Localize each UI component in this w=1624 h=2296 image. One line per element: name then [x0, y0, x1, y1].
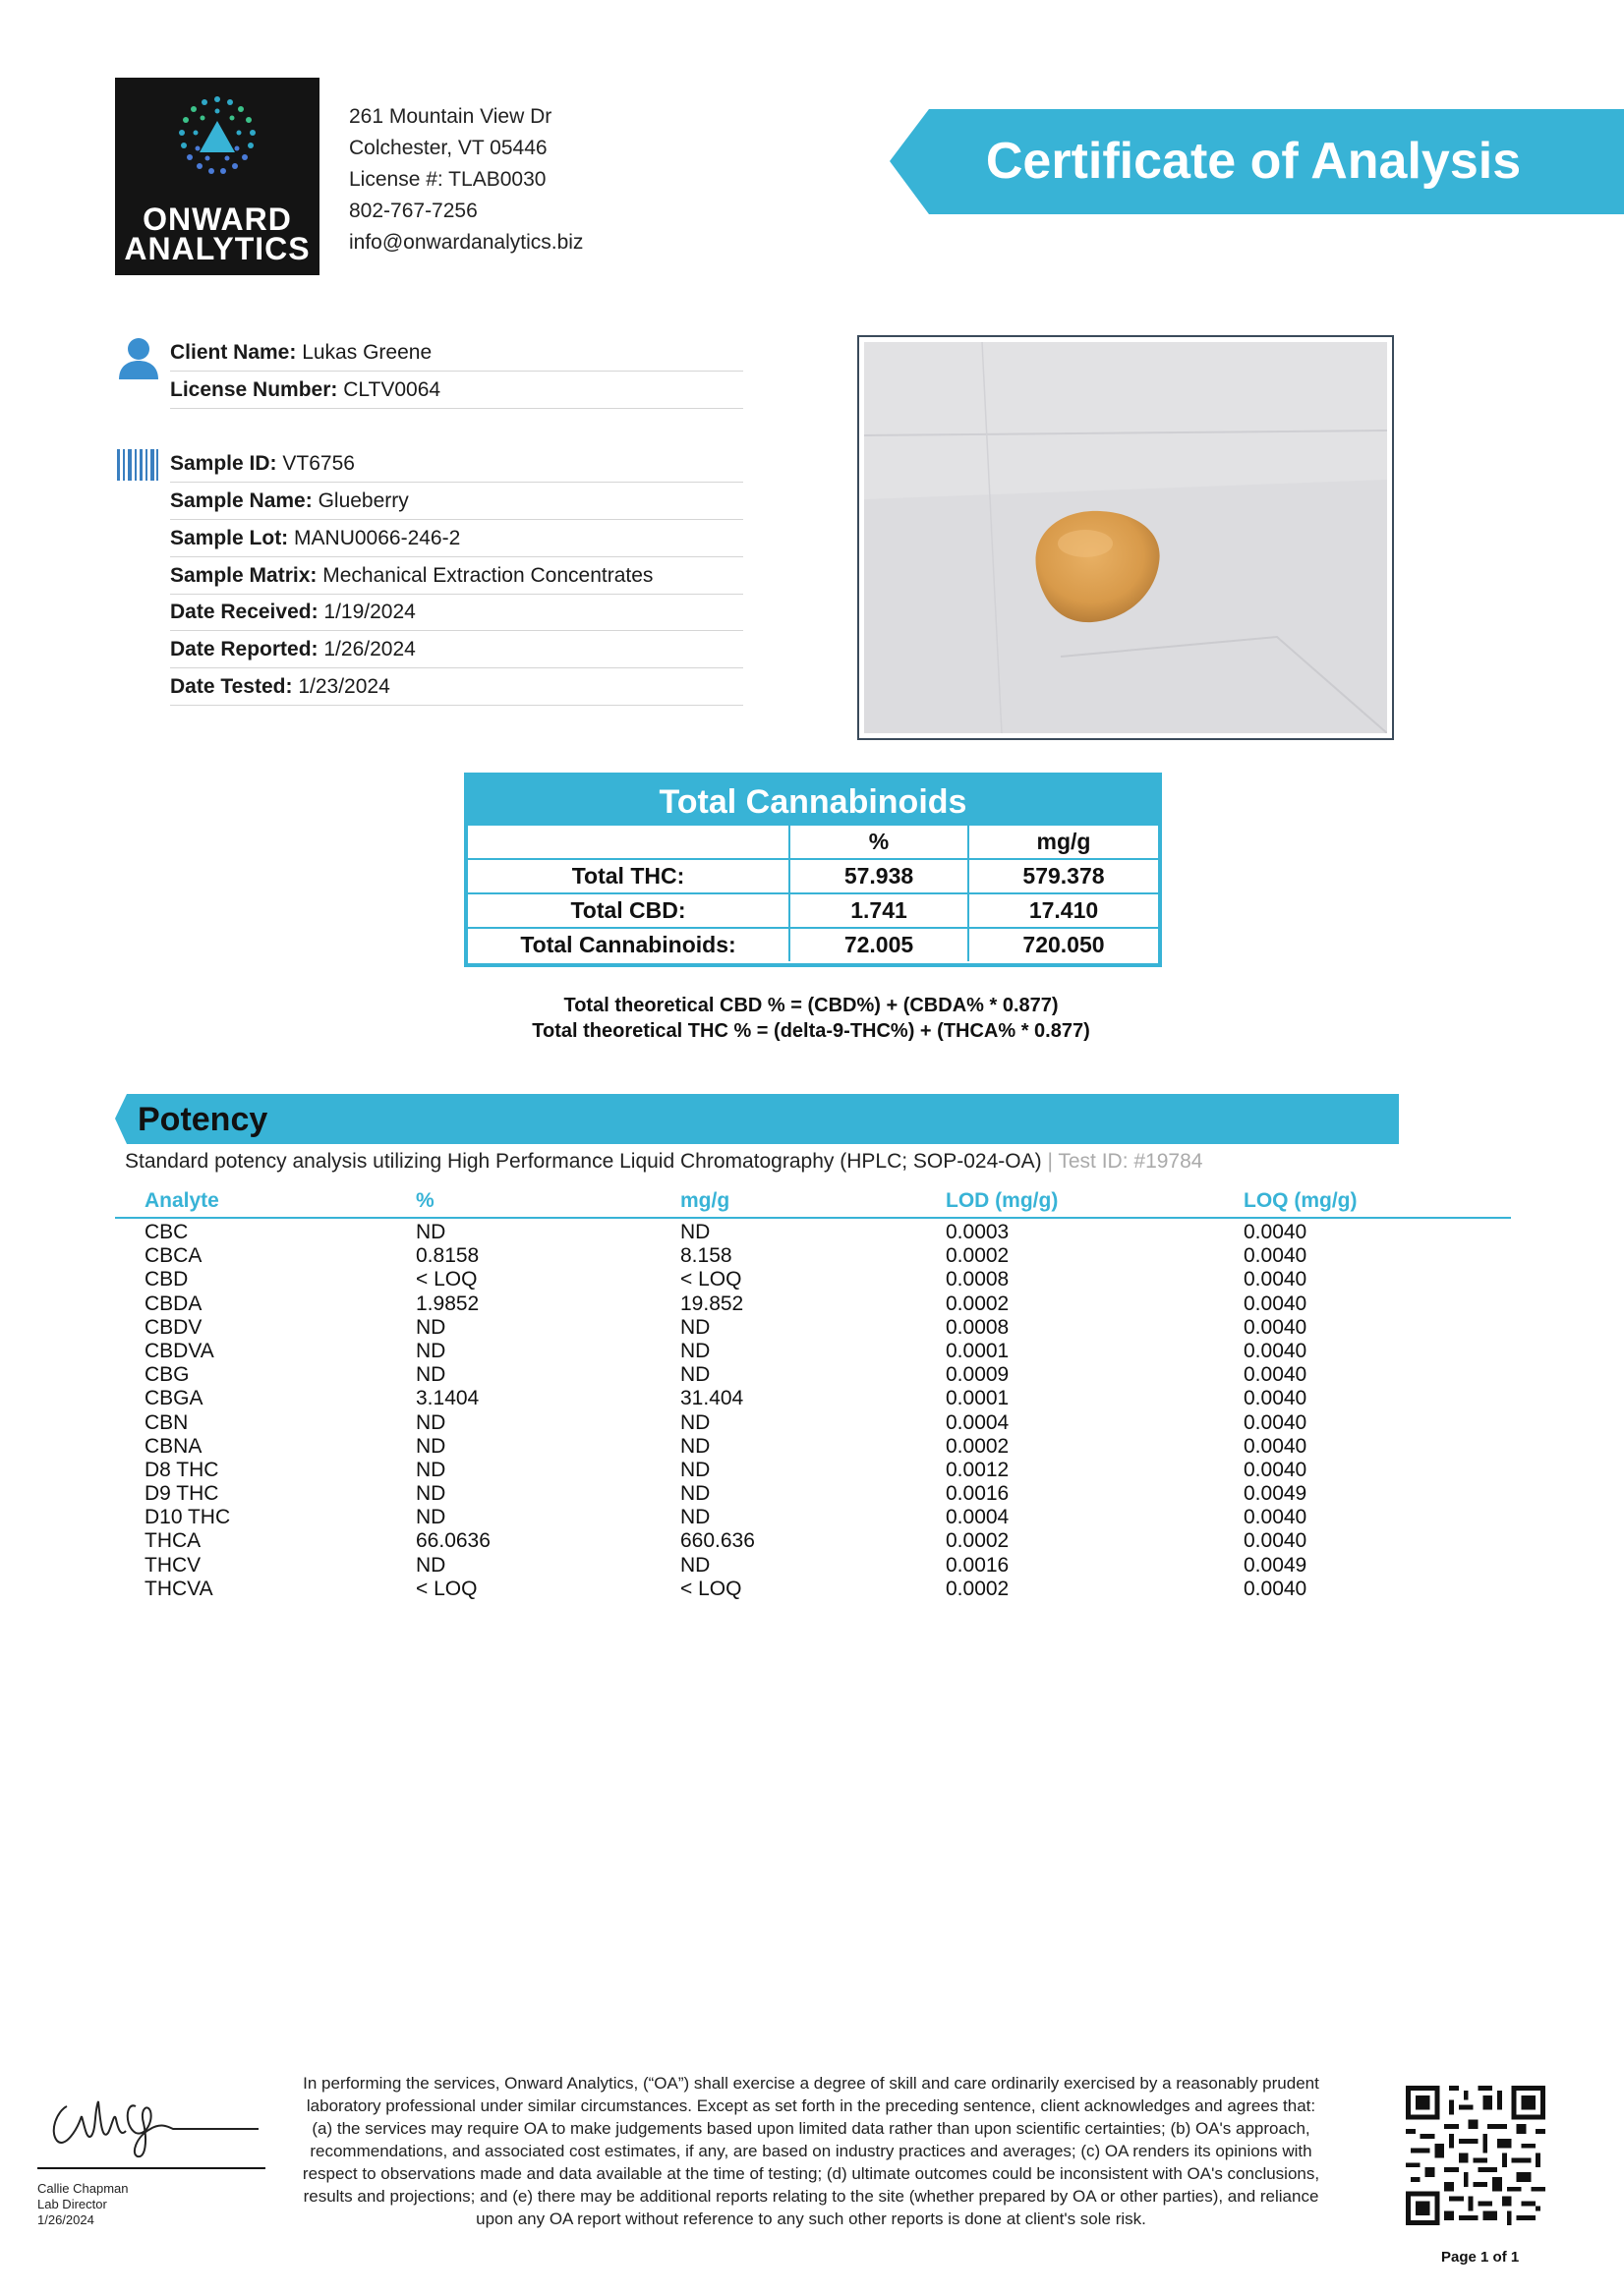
signatory-block	[37, 2181, 129, 2228]
analyte: D9 THC	[145, 1482, 219, 1506]
license-number-value: CLTV0064	[343, 378, 441, 401]
mg: ND	[680, 1458, 711, 1481]
table-row	[115, 1482, 1511, 1506]
col-mg: mg/g	[680, 1189, 730, 1212]
mg: ND	[680, 1482, 711, 1506]
lod: 0.0001	[946, 1387, 1010, 1410]
cbd-formula: Total theoretical CBD % = (CBD%) + (CBDA% * 0.877)	[563, 995, 1059, 1016]
table-row	[468, 928, 1158, 961]
mg: ND	[680, 1410, 711, 1434]
header-blank	[468, 826, 789, 859]
sample-name-row	[170, 483, 743, 520]
lod: 0.0016	[946, 1482, 1010, 1506]
page-number: Page 1 of 1	[1441, 2249, 1520, 2266]
col-pct: %	[416, 1189, 435, 1212]
lod: 0.0002	[946, 1244, 1010, 1268]
mg: 660.636	[680, 1529, 755, 1553]
formula-notes	[413, 993, 1209, 1044]
table-row	[115, 1459, 1511, 1482]
header-pct: %	[789, 826, 968, 859]
mg: 19.852	[680, 1292, 744, 1315]
certificate-title: Certificate of Analysis	[985, 133, 1522, 190]
row-pct: 57.938	[789, 859, 968, 893]
pct: ND	[416, 1458, 446, 1481]
row-label: Total Cannabinoids:	[468, 928, 789, 961]
date-reported-row	[170, 631, 743, 668]
mg: ND	[680, 1434, 711, 1458]
table-row	[115, 1435, 1511, 1459]
potency-section-header	[115, 1094, 1399, 1144]
loq: 0.0040	[1244, 1292, 1307, 1315]
pct: 3.1404	[416, 1387, 480, 1410]
mg: 8.158	[680, 1244, 732, 1268]
signatory-name: Callie Chapman	[37, 2181, 129, 2196]
analyte: CBDA	[145, 1292, 203, 1315]
pct: ND	[416, 1410, 446, 1434]
analyte: D8 THC	[145, 1458, 219, 1481]
lod: 0.0008	[946, 1315, 1010, 1339]
pct: < LOQ	[416, 1577, 478, 1600]
date-reported-value: 1/26/2024	[323, 638, 416, 660]
loq: 0.0040	[1244, 1244, 1307, 1268]
loq: 0.0040	[1244, 1221, 1307, 1243]
analyte: THCA	[145, 1529, 202, 1553]
sample-lot-row	[170, 520, 743, 557]
potency-table-header	[115, 1185, 1511, 1219]
table-row	[115, 1292, 1511, 1316]
lod: 0.0009	[946, 1363, 1010, 1387]
sample-id-label: Sample ID:	[170, 452, 277, 475]
lod: 0.0008	[946, 1268, 1010, 1292]
potency-description	[125, 1150, 1202, 1174]
pct: 66.0636	[416, 1529, 491, 1553]
signature-image	[37, 2072, 263, 2160]
col-analyte: Analyte	[145, 1189, 219, 1212]
total-cannabinoids-table	[464, 773, 1162, 967]
mg: ND	[680, 1315, 711, 1339]
table-row	[115, 1554, 1511, 1578]
analyte: CBDV	[145, 1315, 203, 1339]
table-row	[115, 1387, 1511, 1410]
pct: ND	[416, 1553, 446, 1577]
address-street: 261 Mountain View Dr	[349, 105, 552, 128]
address-email[interactable]: info@onwardanalytics.biz	[349, 231, 584, 254]
sample-matrix-label: Sample Matrix:	[170, 564, 318, 587]
pct: ND	[416, 1339, 446, 1362]
sample-matrix-value: Mechanical Extraction Concentrates	[322, 564, 654, 587]
logo-line-2: ANALYTICS	[124, 231, 311, 266]
row-mg: 720.050	[968, 928, 1158, 961]
sample-name-label: Sample Name:	[170, 489, 313, 512]
potency-title: Potency	[138, 1101, 268, 1138]
qr-code-icon[interactable]	[1406, 2086, 1545, 2225]
analyte: CBG	[145, 1363, 190, 1387]
sample-matrix-row	[170, 557, 743, 595]
row-label: Total CBD:	[468, 893, 789, 928]
potency-method: Standard potency analysis utilizing High Performance Liquid Chromatography (HPLC; SOP-024-OA)	[125, 1150, 1042, 1173]
lod: 0.0002	[946, 1292, 1010, 1315]
lod: 0.0016	[946, 1553, 1010, 1577]
sample-lot-label: Sample Lot:	[170, 527, 289, 549]
lab-logo	[115, 78, 319, 275]
row-label: Total THC:	[468, 859, 789, 893]
client-name-value: Lukas Greene	[302, 341, 433, 364]
sample-id-row	[170, 445, 743, 483]
table-row	[115, 1411, 1511, 1435]
test-id: | Test ID: #19784	[1047, 1150, 1203, 1173]
logo-dots-icon	[158, 93, 276, 201]
row-mg: 17.410	[968, 893, 1158, 928]
lod: 0.0012	[946, 1458, 1010, 1481]
license-number-label: License Number:	[170, 378, 338, 401]
lod: 0.0004	[946, 1410, 1010, 1434]
lod: 0.0002	[946, 1529, 1010, 1553]
analyte: CBCA	[145, 1244, 203, 1268]
lab-address	[349, 101, 583, 258]
loq: 0.0040	[1244, 1268, 1307, 1292]
sample-name-value: Glueberry	[318, 489, 409, 512]
lod: 0.0004	[946, 1506, 1010, 1529]
mg: < LOQ	[680, 1268, 742, 1292]
col-lod: LOD (mg/g)	[946, 1189, 1059, 1212]
signatory-title: Lab Director	[37, 2197, 107, 2211]
row-pct: 1.741	[789, 893, 968, 928]
date-tested-label: Date Tested:	[170, 675, 293, 698]
analyte: CBD	[145, 1268, 189, 1292]
potency-table-body	[115, 1221, 1511, 1601]
date-reported-label: Date Reported:	[170, 638, 319, 660]
loq: 0.0040	[1244, 1506, 1307, 1529]
table-row	[468, 859, 1158, 893]
date-received-value: 1/19/2024	[323, 601, 416, 623]
pct: 0.8158	[416, 1244, 480, 1268]
mg: ND	[680, 1506, 711, 1529]
license-number-row	[170, 372, 743, 409]
row-mg: 579.378	[968, 859, 1158, 893]
loq: 0.0040	[1244, 1315, 1307, 1339]
loq: 0.0040	[1244, 1363, 1307, 1387]
lod: 0.0003	[946, 1221, 1010, 1243]
pct: ND	[416, 1221, 446, 1243]
date-tested-row	[170, 668, 743, 706]
sample-photo	[857, 335, 1394, 740]
date-received-label: Date Received:	[170, 601, 319, 623]
total-cannabinoids-title: Total Cannabinoids	[468, 776, 1158, 826]
mg: ND	[680, 1339, 711, 1362]
loq: 0.0040	[1244, 1387, 1307, 1410]
address-phone: 802-767-7256	[349, 200, 478, 222]
analyte: CBGA	[145, 1387, 203, 1410]
table-row	[468, 893, 1158, 928]
disclaimer-text: In performing the services, Onward Analytics, (“OA”) shall exercise a degree of skill and care ordinarily exercised by a reasonably prudent laboratory professional under similar circumstances. Except as set forth in the preceding sentence, client acknowledges and agrees that: (a) the services may require OA to make judgements based upon limited data rather than upon scientific certainties; (b) OA's approach, recommendations, and associated cost estimates, if any, are based on industry practices and averages; (c) OA renders its opinions with respect to observations made and data available at the time of testing; (d) ultimate outcomes could be inconsistent with OA's conclusions, results and projections; and (e) there may be additional reports relating to the site (whether prepared by OA or other parties), and reliance upon any OA report without reference to any such other reports is done at client's sole risk.	[302, 2074, 1320, 2228]
date-received-row	[170, 594, 743, 631]
pct: ND	[416, 1363, 446, 1387]
analyte: CBDVA	[145, 1339, 214, 1362]
analyte: D10 THC	[145, 1506, 231, 1529]
table-row	[115, 1316, 1511, 1340]
col-loq: LOQ (mg/g)	[1244, 1189, 1358, 1212]
thc-formula: Total theoretical THC % = (delta-9-THC%) + (THCA% * 0.877)	[532, 1020, 1090, 1042]
client-name-row	[170, 334, 743, 372]
table-row	[115, 1578, 1511, 1601]
sample-photo-image	[864, 342, 1387, 733]
analyte: THCV	[145, 1553, 202, 1577]
table-row	[115, 1506, 1511, 1529]
mg: ND	[680, 1553, 711, 1577]
loq: 0.0049	[1244, 1553, 1307, 1577]
address-city: Colchester, VT 05446	[349, 137, 548, 159]
table-row	[115, 1529, 1511, 1553]
mg: ND	[680, 1363, 711, 1387]
sample-lot-value: MANU0066-246-2	[294, 527, 461, 549]
date-tested-value: 1/23/2024	[298, 675, 390, 698]
pct: 1.9852	[416, 1292, 480, 1315]
logo-line-1: ONWARD	[143, 201, 292, 237]
barcode-icon	[117, 449, 158, 481]
pct: < LOQ	[416, 1268, 478, 1292]
row-pct: 72.005	[789, 928, 968, 961]
table-row	[115, 1363, 1511, 1387]
loq: 0.0040	[1244, 1577, 1307, 1600]
header-mg: mg/g	[968, 826, 1158, 859]
mg: ND	[680, 1221, 711, 1243]
loq: 0.0049	[1244, 1482, 1307, 1506]
total-cannabinoids-grid	[468, 826, 1158, 961]
analyte: CBC	[145, 1221, 189, 1243]
loq: 0.0040	[1244, 1339, 1307, 1362]
table-row	[115, 1244, 1511, 1268]
pct: ND	[416, 1506, 446, 1529]
loq: 0.0040	[1244, 1410, 1307, 1434]
client-name-label: Client Name:	[170, 341, 297, 364]
analyte: THCVA	[145, 1577, 213, 1600]
signatory-date: 1/26/2024	[37, 2212, 94, 2227]
loq: 0.0040	[1244, 1434, 1307, 1458]
signature-line	[37, 2167, 265, 2169]
person-icon	[117, 336, 160, 381]
pct: ND	[416, 1434, 446, 1458]
certificate-banner	[890, 109, 1624, 214]
potency-bar-shape	[115, 1094, 1399, 1144]
analyte: CBNA	[145, 1434, 203, 1458]
table-row	[115, 1221, 1511, 1244]
lod: 0.0001	[946, 1339, 1010, 1362]
table-row	[115, 1268, 1511, 1292]
lod: 0.0002	[946, 1577, 1010, 1600]
pct: ND	[416, 1315, 446, 1339]
lod: 0.0002	[946, 1434, 1010, 1458]
pct: ND	[416, 1482, 446, 1506]
address-license: License #: TLAB0030	[349, 168, 547, 191]
mg: 31.404	[680, 1387, 744, 1410]
table-header-row	[468, 826, 1158, 859]
analyte: CBN	[145, 1410, 189, 1434]
loq: 0.0040	[1244, 1458, 1307, 1481]
sample-id-value: VT6756	[282, 452, 355, 475]
mg: < LOQ	[680, 1577, 742, 1600]
table-row	[115, 1340, 1511, 1363]
loq: 0.0040	[1244, 1529, 1307, 1553]
